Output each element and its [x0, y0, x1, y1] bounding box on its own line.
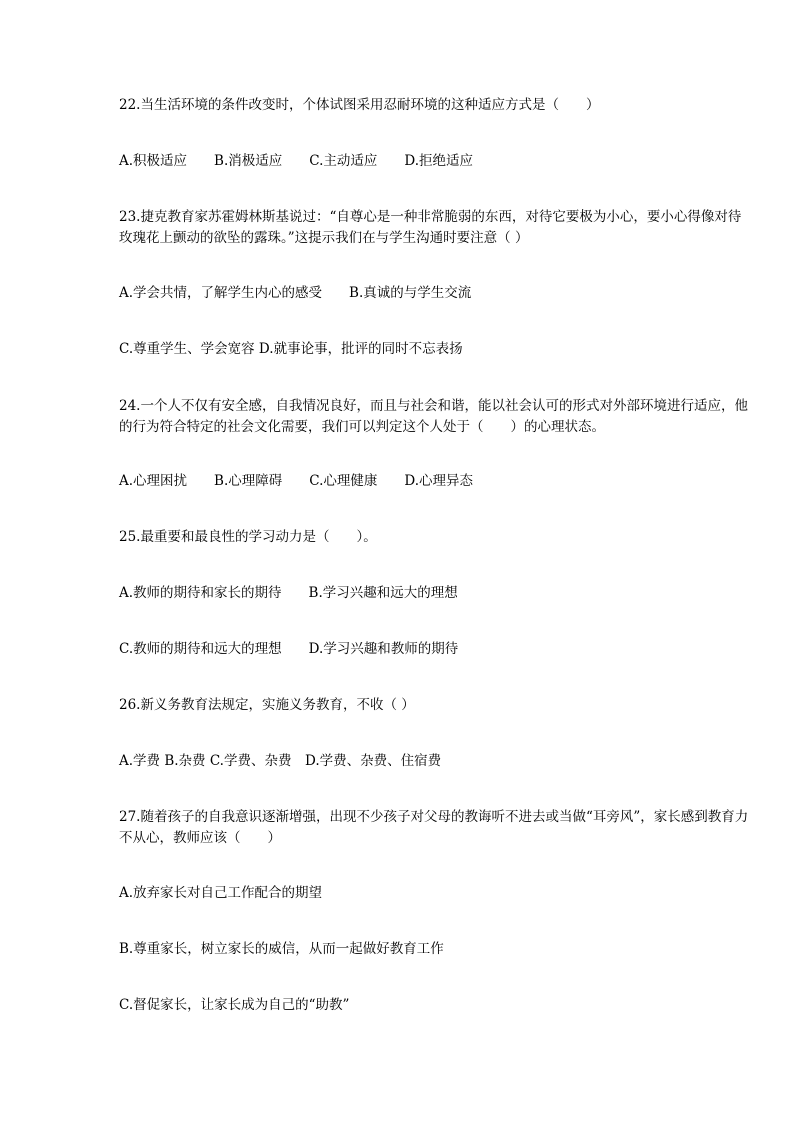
question-26-stem: 26.新义务教育法规定，实施义务教育，不收（ ） [119, 697, 415, 713]
question-24-stem: 24.一个人不仅有安全感，自我情况良好，而且与社会和谐，能以社会认可的形式对外部环境进行适应，他的行为符合特定的社会文化需要，我们可以判定这个人处于（ ）的心理状态。 [119, 398, 748, 435]
question-27-option-c: C.督促家长，让家长成为自己的“助教” [119, 997, 350, 1013]
question-27-stem: 27.随着孩子的自我意识逐渐增强，出现不少孩子对父母的教诲听不进去或当做“耳旁风”，家长感到教育力不从心，教师应该（ ） [119, 809, 749, 846]
question-24-options: A.心理困扰 B.心理障碍 C.心理健康 D.心理异态 [119, 473, 474, 489]
question-26-options: A.学费 B.杂费 C.学费、杂费 D.学费、杂费、住宿费 [119, 753, 442, 769]
question-25-stem: 25.最重要和最良性的学习动力是（ ）。 [119, 529, 377, 545]
question-23-stem: 23.捷克教育家苏霍姆林斯基说过：“自尊心是一种非常脆弱的东西，对待它要极为小心，要小心得像对待玫瑰花上颤动的欲坠的露珠。”这提示我们在与学生沟通时要注意（ ） [119, 209, 742, 246]
question-22-options: A.积极适应 B.消极适应 C.主动适应 D.拒绝适应 [119, 153, 474, 169]
question-25-options-line-1: A.教师的期待和家长的期待 B.学习兴趣和远大的理想 [119, 585, 458, 601]
question-25-options-line-2: C.教师的期待和远大的理想 D.学习兴趣和教师的期待 [119, 641, 459, 657]
question-27-option-a: A.放弃家长对自己工作配合的期望 [119, 885, 323, 901]
question-22-stem: 22.当生活环境的条件改变时，个体试图采用忍耐环境的这种适应方式是（ ） [119, 97, 600, 113]
question-23-options-line-1: A.学会共情，了解学生内心的感受 B.真诚的与学生交流 [119, 285, 472, 301]
question-27-option-b: B.尊重家长，树立家长的威信，从而一起做好教育工作 [119, 941, 444, 957]
question-23-options-line-2: C.尊重学生、学会宽容 D.就事论事，批评的同时不忘表扬 [119, 341, 463, 357]
